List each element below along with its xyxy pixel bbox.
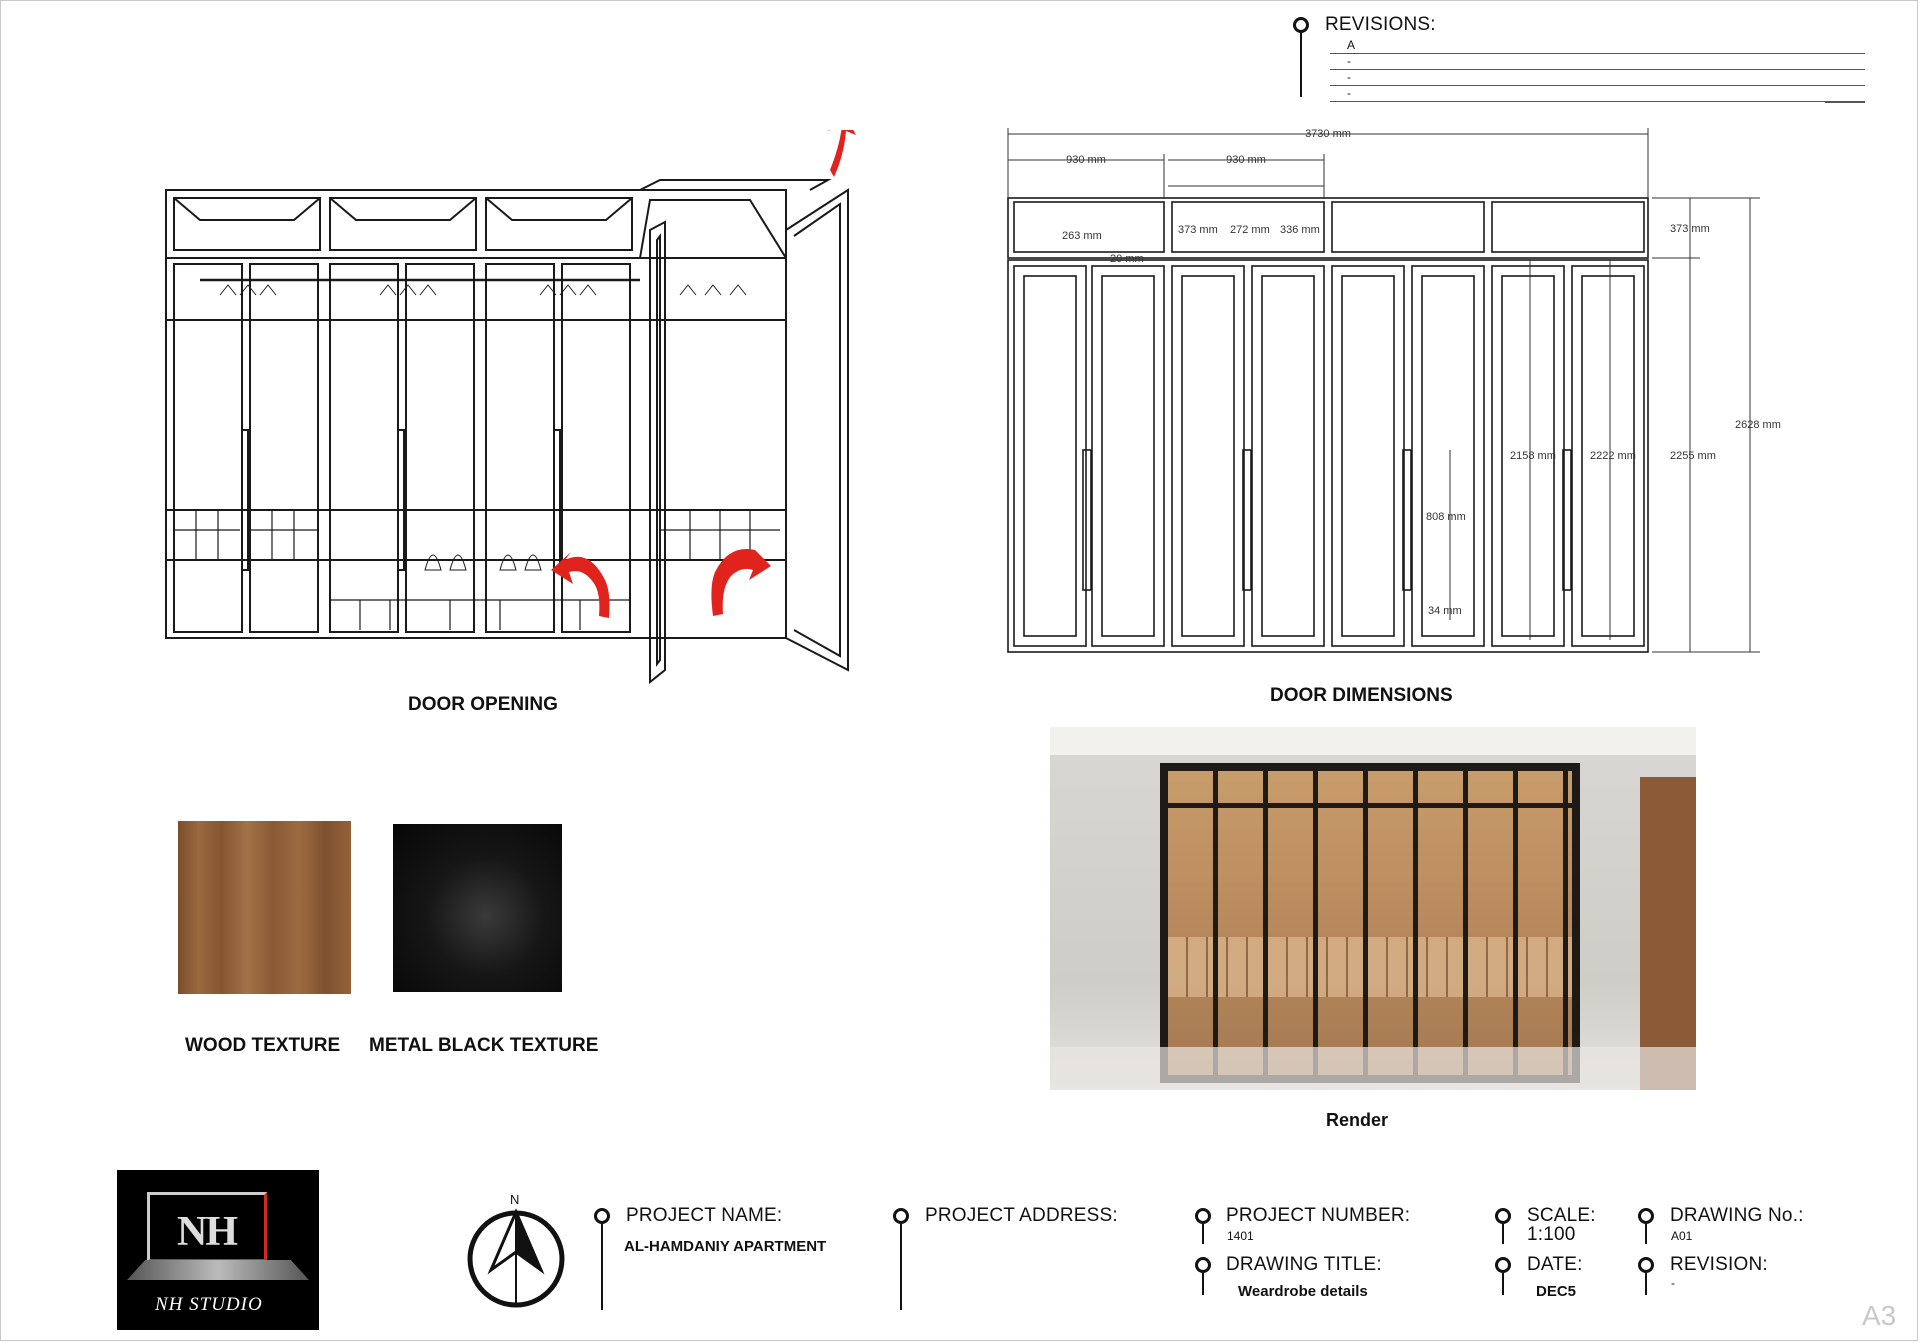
project-name-label: PROJECT NAME: bbox=[626, 1205, 783, 1226]
dim-top-5: 336 mm bbox=[1280, 224, 1320, 236]
dim-inner-1: 2158 mm bbox=[1510, 450, 1556, 462]
dim-top-2: 20 mm bbox=[1110, 253, 1144, 265]
door-opening-drawing bbox=[160, 130, 880, 690]
revision-entry: - bbox=[1347, 54, 1351, 68]
project-name-value: AL-HAMDANIY APARTMENT bbox=[624, 1238, 827, 1255]
door-opening-caption: DOOR OPENING bbox=[408, 694, 558, 715]
metal-black-texture-swatch bbox=[393, 824, 562, 992]
project-address-label: PROJECT ADDRESS: bbox=[925, 1205, 1118, 1226]
dim-total-width: 3730 mm bbox=[1305, 128, 1351, 140]
compass-north-label: N bbox=[510, 1192, 520, 1207]
wood-texture-caption: WOOD TEXTURE bbox=[185, 1035, 341, 1056]
date-value: DEC5 bbox=[1536, 1283, 1577, 1300]
door-dimensions-drawing bbox=[990, 120, 1790, 670]
revision-line bbox=[1330, 69, 1865, 70]
revision-entry: - bbox=[1347, 86, 1351, 100]
dim-handle-offset: 34 mm bbox=[1428, 605, 1462, 617]
dim-top-1: 263 mm bbox=[1062, 230, 1102, 242]
date-label: DATE: bbox=[1527, 1254, 1583, 1275]
logo-letters: NH bbox=[177, 1209, 236, 1255]
revision-line bbox=[1825, 102, 1865, 103]
revision-label: REVISION: bbox=[1670, 1254, 1768, 1275]
wood-texture-swatch bbox=[178, 821, 351, 994]
dim-door-height: 2255 mm bbox=[1670, 450, 1716, 462]
dim-total-height: 2628 mm bbox=[1735, 419, 1781, 431]
revision-entry: A bbox=[1347, 38, 1356, 52]
drawing-no-label: DRAWING No.: bbox=[1670, 1205, 1804, 1226]
drawing-title-label: DRAWING TITLE: bbox=[1226, 1254, 1382, 1275]
dim-module-2: 930 mm bbox=[1226, 154, 1266, 166]
revision-value: - bbox=[1671, 1276, 1675, 1290]
revisions-title: REVISIONS: bbox=[1325, 14, 1436, 35]
door-dimensions-caption: DOOR DIMENSIONS bbox=[1270, 685, 1453, 706]
dim-top-3: 373 mm bbox=[1178, 224, 1218, 236]
drawing-title-value: Weardrobe details bbox=[1238, 1283, 1368, 1300]
dim-handle: 808 mm bbox=[1426, 511, 1466, 523]
project-number-value: 1401 bbox=[1227, 1229, 1254, 1243]
revision-line bbox=[1330, 85, 1865, 86]
dim-inner-2: 2222 mm bbox=[1590, 450, 1636, 462]
dim-module-1: 930 mm bbox=[1066, 154, 1106, 166]
revision-line bbox=[1330, 53, 1865, 54]
revision-entry: - bbox=[1347, 70, 1351, 84]
dim-top-4: 272 mm bbox=[1230, 224, 1270, 236]
scale-label: SCALE: bbox=[1527, 1205, 1596, 1226]
project-number-label: PROJECT NUMBER: bbox=[1226, 1205, 1411, 1226]
open-arrow-top bbox=[828, 130, 856, 177]
metal-texture-caption: METAL BLACK TEXTURE bbox=[369, 1035, 599, 1056]
scale-value: 1:100 bbox=[1527, 1224, 1576, 1245]
revision-line bbox=[1330, 101, 1865, 102]
render-image bbox=[1050, 727, 1696, 1090]
north-arrow-icon bbox=[465, 1208, 567, 1310]
studio-logo bbox=[117, 1170, 319, 1330]
render-caption: Render bbox=[1326, 1110, 1389, 1130]
logo-base bbox=[127, 1260, 309, 1280]
dim-top-height: 373 mm bbox=[1670, 223, 1710, 235]
drawing-no-value: A01 bbox=[1671, 1229, 1693, 1243]
logo-name: NH STUDIO bbox=[155, 1294, 263, 1315]
sheet-size-label: A3 bbox=[1862, 1300, 1897, 1331]
